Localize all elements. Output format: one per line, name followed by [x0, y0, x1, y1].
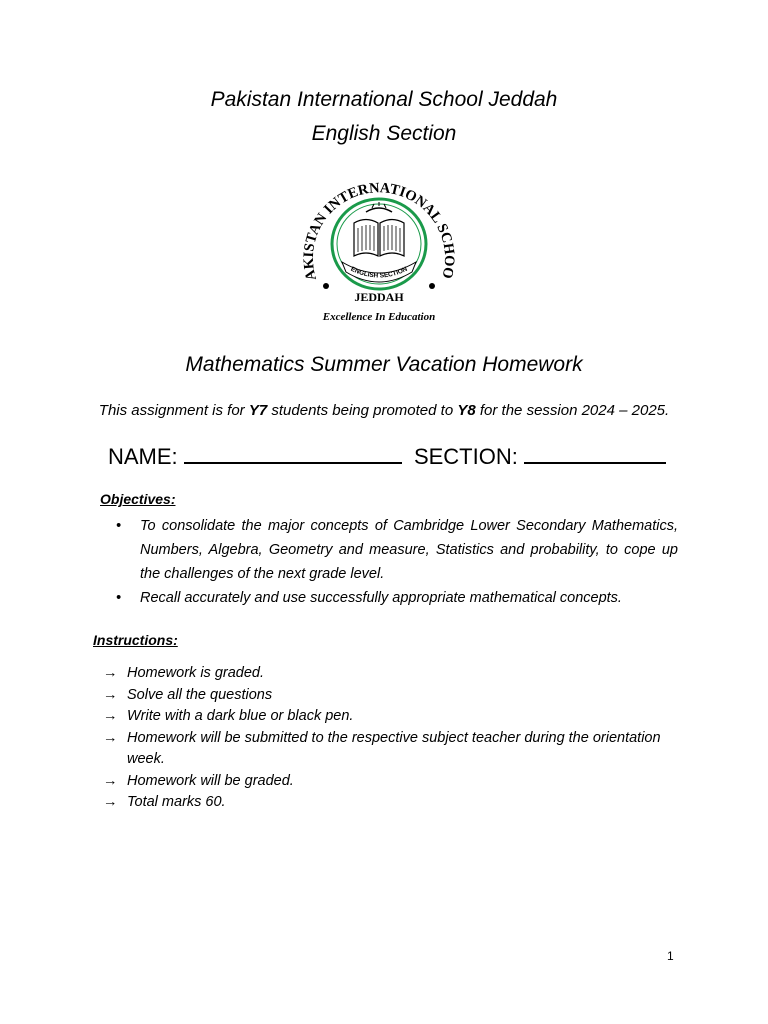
- name-section-row: [108, 442, 666, 470]
- objective-item: • Recall accurately and use successfully appropriate mathematical concepts.: [116, 586, 678, 610]
- arrow-right-icon: →: [103, 665, 118, 681]
- instructions-list: [103, 663, 683, 814]
- arrow-right-icon: →: [103, 794, 118, 810]
- logo-city: JEDDAH: [354, 290, 404, 304]
- section-label: SECTION:: [413, 444, 518, 469]
- instructions-heading: Instructions:: [93, 632, 178, 648]
- bullet-icon: •: [116, 590, 122, 606]
- bullet-icon: •: [116, 518, 122, 534]
- logo-arc-text: AKISTAN INTERNATIONAL SCHOO: [300, 180, 458, 283]
- objectives-list: [116, 514, 678, 610]
- instruction-item: → Total marks 60.: [103, 792, 683, 814]
- instruction-item: → Homework will be graded.: [103, 771, 683, 793]
- school-logo: [294, 168, 464, 328]
- objectives-heading: Objectives:: [100, 491, 176, 507]
- logo-banner-text: ENGLISH SECTION: [349, 265, 409, 280]
- name-blank[interactable]: [184, 442, 402, 464]
- arrow-right-icon: →: [103, 772, 118, 789]
- school-name: Pakistan International School Jeddah: [210, 88, 558, 111]
- from-year: Y7: [248, 402, 268, 419]
- section-name: English Section: [311, 122, 457, 145]
- instruction-item: → Write with a dark blue or black pen.: [103, 706, 683, 728]
- assignment-line: This assignment is for Y7 students being promoted to Y8 for the session 2024 – 2025.: [98, 402, 670, 419]
- instruction-item: → Homework will be submitted to the respective subject teacher during the orientation week.: [103, 729, 661, 767]
- instruction-item: → Solve all the questions: [103, 685, 683, 707]
- open-book-icon: [354, 202, 404, 256]
- arrow-right-icon: →: [103, 686, 118, 703]
- document-title: Mathematics Summer Vacation Homework: [185, 353, 583, 376]
- instruction-item: → Homework is graded.: [103, 663, 683, 685]
- objective-item: • To consolidate the major concepts of Cambridge Lower Secondary Mathematics, Numbers, Algebra, Geometry and measure, Statistics and probability, to cope up the challenges of the next grade level.: [116, 514, 678, 586]
- arrow-right-icon: →: [103, 708, 118, 724]
- to-year: Y8: [457, 402, 476, 419]
- logo-motto: Excellence In Education: [322, 311, 436, 323]
- section-blank[interactable]: [524, 442, 666, 464]
- arrow-right-icon: →: [103, 729, 118, 746]
- page-number: 1: [667, 949, 674, 963]
- name-label: NAME:: [108, 444, 178, 469]
